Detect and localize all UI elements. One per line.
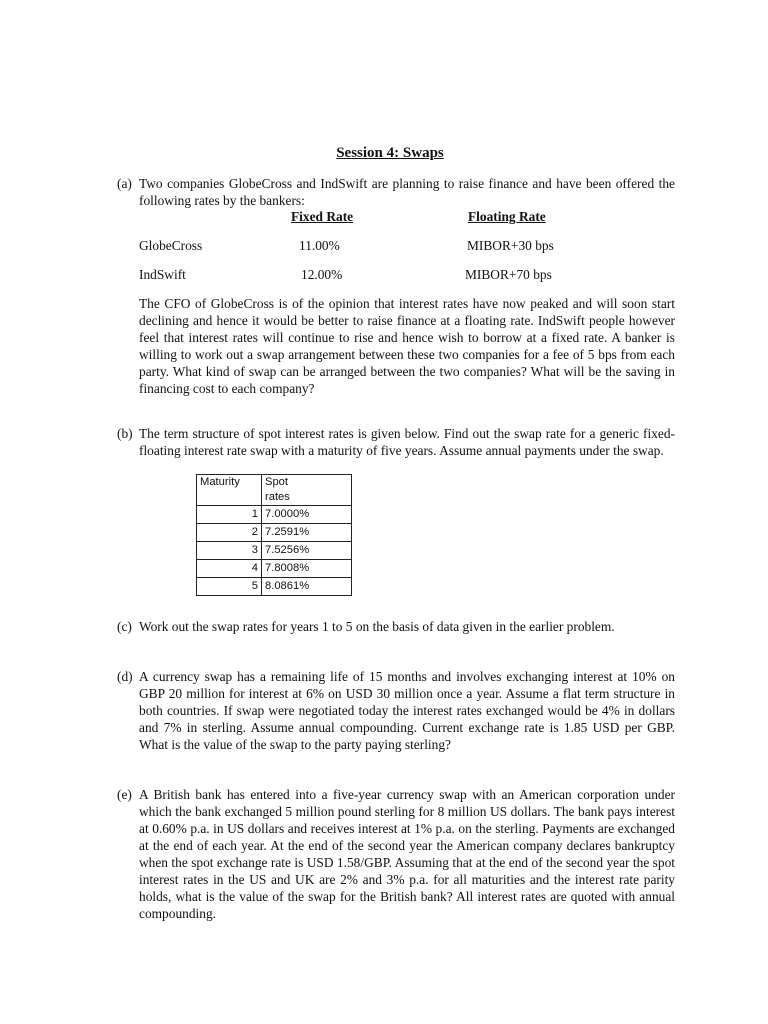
question-b-label: (b) — [117, 426, 133, 441]
column-header-maturity: Maturity — [197, 475, 262, 506]
table-row — [197, 542, 352, 560]
rate-row-floating: MIBOR+30 bps — [467, 238, 554, 253]
spot-rates-table — [196, 474, 352, 596]
question-c — [117, 618, 675, 635]
table-row — [197, 506, 352, 524]
question-b-text: The term structure of spot interest rates is given below. Find out the swap rate for a generic fixed-floating interest rate swap with a maturity of five years. Assume annual payments under the swap. — [139, 426, 675, 458]
question-b — [117, 425, 675, 459]
question-d-text: A currency swap has a remaining life of 15 months and involves exchanging interest at 10% on GBP 20 million for interest at 6% on USD 30 million once a year. Assume a flat term structure in both countries. If swap were negotiated today the interest rates exchanged would be 4% in dollars and 7% in sterling. Assume annual compounding. Current exchange rate is 1.85 USD per GBP. What is the value of the swap to the party paying sterling? — [139, 669, 675, 752]
table-row — [197, 578, 352, 596]
question-c-text: Work out the swap rates for years 1 to 5 on the basis of data given in the earlier problem. — [139, 619, 615, 634]
spot-rate-cell: 7.2591% — [262, 524, 352, 542]
maturity-cell: 1 — [197, 506, 262, 524]
question-a-body: The CFO of GlobeCross is of the opinion that interest rates have now peaked and will soon start declining and hence it would be better to raise finance at a floating rate. IndSwift people however feel that interest rates will continue to rise and hence wish to borrow at a fixed rate. A banker is willing to work out a swap arrangement between these two companies for a fee of 5 bps from each party. What kind of swap can be arranged between the two companies? What will be the saving in financing cost to each company? — [139, 296, 675, 396]
question-d-label: (d) — [117, 669, 133, 684]
question-e-text: A British bank has entered into a five-year currency swap with an American corporation under which the bank exchanged 5 million pound sterling for 8 million US dollars. The bank pays interest at 0.60% p.a. in US dollars and receives interest at 1% p.a. on the sterling. Payments are exchanged at the end of each year. At the end of the second year the American company declares bankruptcy when the spot exchange rate is USD 1.58/GBP. Assuming that at the end of the second year the spot interest rates in the US and UK are 2% and 3% p.a. for all maturities and the interest rate parity holds, what is the value of the swap for the British bank? All interest rates are quoted with annual compounding. — [139, 787, 675, 921]
page-title: Session 4: Swaps — [336, 145, 444, 161]
question-d — [117, 668, 675, 753]
header-floating-rate: Floating Rate — [468, 209, 546, 224]
spot-rate-cell: 7.5256% — [262, 542, 352, 560]
maturity-cell: 5 — [197, 578, 262, 596]
table-row — [197, 524, 352, 542]
column-header-spot-rates: Spot rates — [262, 475, 352, 506]
maturity-cell: 3 — [197, 542, 262, 560]
question-a-label: (a) — [117, 176, 132, 191]
spot-rate-cell: 8.0861% — [262, 578, 352, 596]
table-header-row — [197, 475, 352, 506]
maturity-cell: 2 — [197, 524, 262, 542]
question-a-intro: Two companies GlobeCross and IndSwift are planning to raise finance and have been offered the following rates by the bankers: — [139, 176, 675, 208]
table-row — [197, 560, 352, 578]
question-e — [117, 786, 675, 922]
question-c-label: (c) — [117, 619, 132, 634]
spot-rate-cell: 7.0000% — [262, 506, 352, 524]
spot-rate-cell: 7.8008% — [262, 560, 352, 578]
rate-row-fixed: 12.00% — [301, 267, 343, 282]
rate-row-company: IndSwift — [139, 267, 186, 282]
rate-row-fixed: 11.00% — [299, 238, 340, 253]
question-e-label: (e) — [117, 787, 132, 802]
rate-row-floating: MIBOR+70 bps — [465, 267, 552, 282]
maturity-cell: 4 — [197, 560, 262, 578]
question-a — [117, 175, 675, 209]
rate-row-company: GlobeCross — [139, 238, 203, 253]
header-fixed-rate: Fixed Rate — [291, 209, 354, 224]
